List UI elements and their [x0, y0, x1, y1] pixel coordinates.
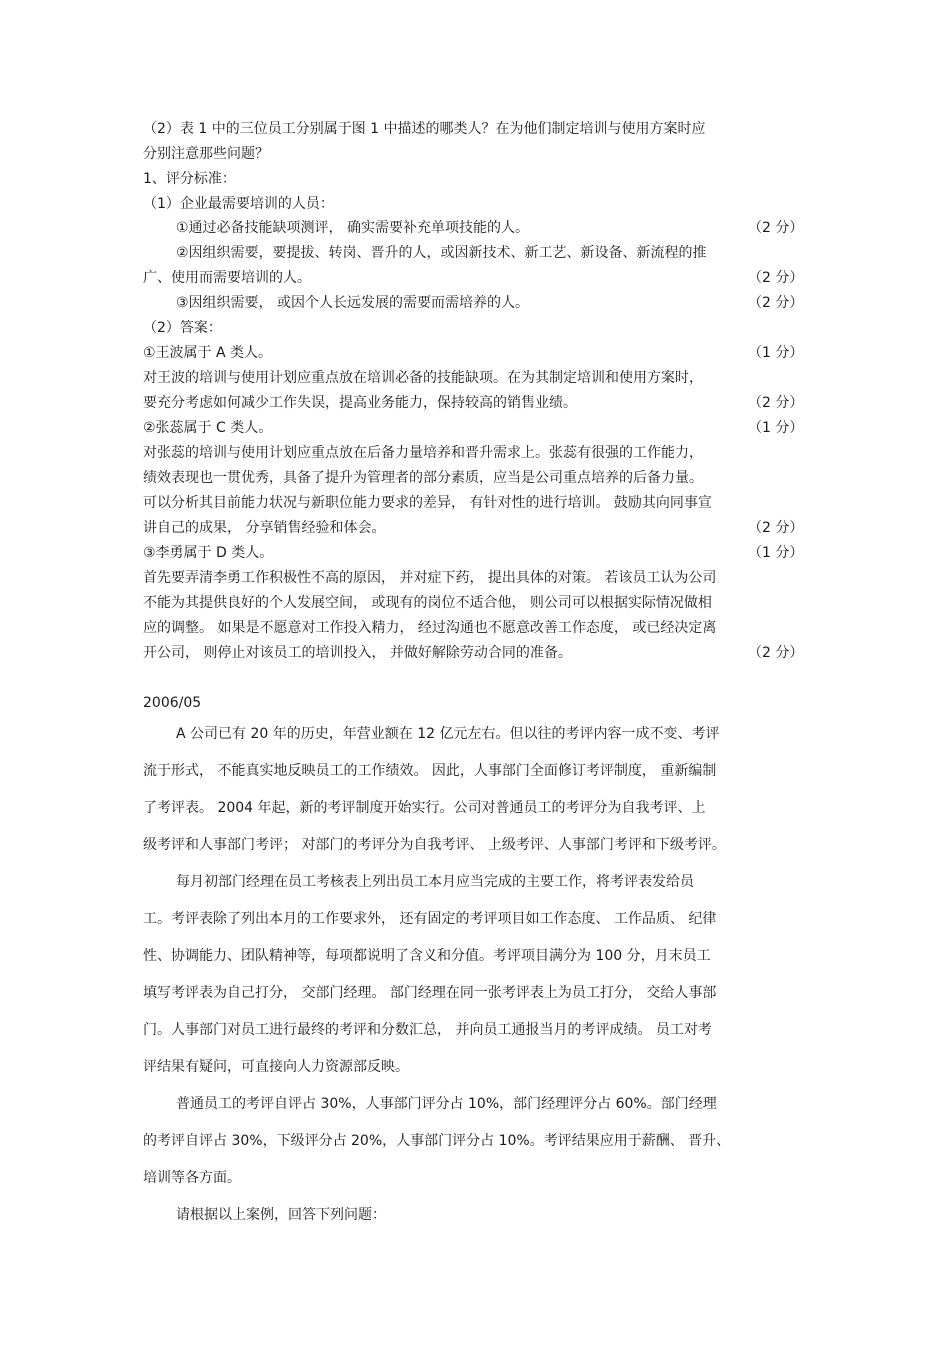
case-paragraph-line: 流于形式， 不能真实地反映员工的工作绩效。 因此，人事部门全面修订考评制度， 重新编制	[143, 763, 717, 779]
answer-line: 可以分析其目前能力状况与新职位能力要求的差异， 有针对性的进行培训。 鼓励其向同事宣	[143, 495, 712, 511]
answer-line: 开公司， 则停止对该员工的培训投入， 并做好解除劳动合同的准备。	[143, 645, 572, 661]
answer-line: 不能为其提供良好的个人发展空间， 或现有的岗位不适合他， 则公司可以根据实际情况做相	[143, 595, 712, 611]
case-paragraph-line: 每月初部门经理在员工考核表上列出员工本月应当完成的主要工作，将考评表发给员	[176, 874, 694, 890]
answer-title: ③李勇属于 D 类人。	[143, 545, 274, 561]
case-paragraph-line: 培训等各方面。	[143, 1170, 241, 1186]
answer-line: 讲自己的成果， 分享销售经验和体会。	[143, 520, 386, 536]
scoring-item: ①通过必备技能缺项测评， 确实需要补充单项技能的人。	[176, 220, 529, 236]
score-label: （2 分）	[748, 220, 804, 236]
case-paragraph-line: 性、协调能力、团队精神等，每项都说明了含义和分值。考评项目满分为 100 分，月末员工	[143, 948, 711, 964]
case-paragraph-line: 了考评表。 2004 年起，新的考评制度开始实行。公司对普通员工的考评分为自我考评、上	[143, 800, 706, 816]
scoring-title: 1、评分标准：	[143, 171, 236, 187]
score-label: （1 分）	[748, 345, 804, 361]
question-line: （2）表 1 中的三位员工分别属于图 1 中描述的哪类人？在为他们制定培训与使用方案时应	[143, 121, 706, 137]
case-paragraph-line: 的考评自评占 30%，下级评分占 20%，人事部门评分占 10%。考评结果应用于薪酬、 晋升、	[143, 1133, 731, 1149]
score-label: （2 分）	[748, 270, 804, 286]
answer-line: 绩效表现也一贯优秀，具备了提升为管理者的部分素质，应当是公司重点培养的后备力量。	[143, 470, 703, 486]
scoring-part2-heading: （2）答案：	[143, 320, 222, 336]
case-paragraph-line: 普通员工的考评自评占 30%，人事部门评分占 10%，部门经理评分占 60%。部门经理	[176, 1096, 717, 1112]
score-label: （2 分）	[748, 520, 804, 536]
case-paragraph-line: 门。人事部门对员工进行最终的考评和分数汇总， 并向员工通报当月的考评成绩。 员工对考	[143, 1022, 712, 1038]
case-date: 2006/05	[143, 695, 202, 711]
case-paragraph-line: 工。考评表除了列出本月的工作要求外， 还有固定的考评项目如工作态度、 工作品质、 纪律	[143, 911, 717, 927]
answer-line: 对王波的培训与使用计划应重点放在培训必备的技能缺项。在为其制定培训和使用方案时，	[143, 370, 703, 386]
answer-line: 应的调整。 如果是不愿意对工作投入精力， 经过沟通也不愿意改善工作态度， 或已经决定离	[143, 620, 717, 636]
answer-title: ①王波属于 A 类人。	[143, 345, 273, 361]
scoring-item: 广、使用而需要培训的人。	[143, 270, 311, 286]
case-paragraph-line: 填写考评表为自己打分， 交部门经理。 部门经理在同一张考评表上为员工打分， 交给人事部	[143, 985, 717, 1001]
answer-line: 对张蕊的培训与使用计划应重点放在后备力量培养和晋升需求上。张蕊有很强的工作能力，	[143, 445, 703, 461]
answer-line: 首先要弄清李勇工作积极性不高的原因， 并对症下药， 提出具体的对策。 若该员工认为公司	[143, 570, 717, 586]
score-label: （1 分）	[748, 420, 804, 436]
case-paragraph-line: 级考评和人事部门考评； 对部门的考评分为自我考评、 上级考评、人事部门考评和下级考评。	[143, 837, 726, 853]
scoring-item: ②因组织需要，要提拔、转岗、晋升的人，或因新技术、新工艺、新设备、新流程的推	[176, 245, 707, 261]
scoring-item: ③因组织需要， 或因个人长远发展的需要而需培养的人。	[176, 295, 529, 311]
score-label: （2 分）	[748, 295, 804, 311]
score-label: （2 分）	[748, 645, 804, 661]
case-question-prompt: 请根据以上案例，回答下列问题：	[176, 1207, 386, 1223]
answer-line: 要充分考虑如何减少工作失误，提高业务能力，保持较高的销售业绩。	[143, 395, 577, 411]
score-label: （1 分）	[748, 545, 804, 561]
score-label: （2 分）	[748, 395, 804, 411]
question-line: 分别注意那些问题？	[143, 146, 269, 162]
scoring-part1-heading: （1）企业最需要培训的人员：	[143, 196, 334, 212]
case-paragraph-line: A 公司已有 20 年的历史，年营业额在 12 亿元左右。但以往的考评内容一成不变、考评	[176, 726, 720, 742]
answer-title: ②张蕊属于 C 类人。	[143, 420, 273, 436]
case-paragraph-line: 评结果有疑问，可直接向人力资源部反映。	[143, 1059, 409, 1075]
